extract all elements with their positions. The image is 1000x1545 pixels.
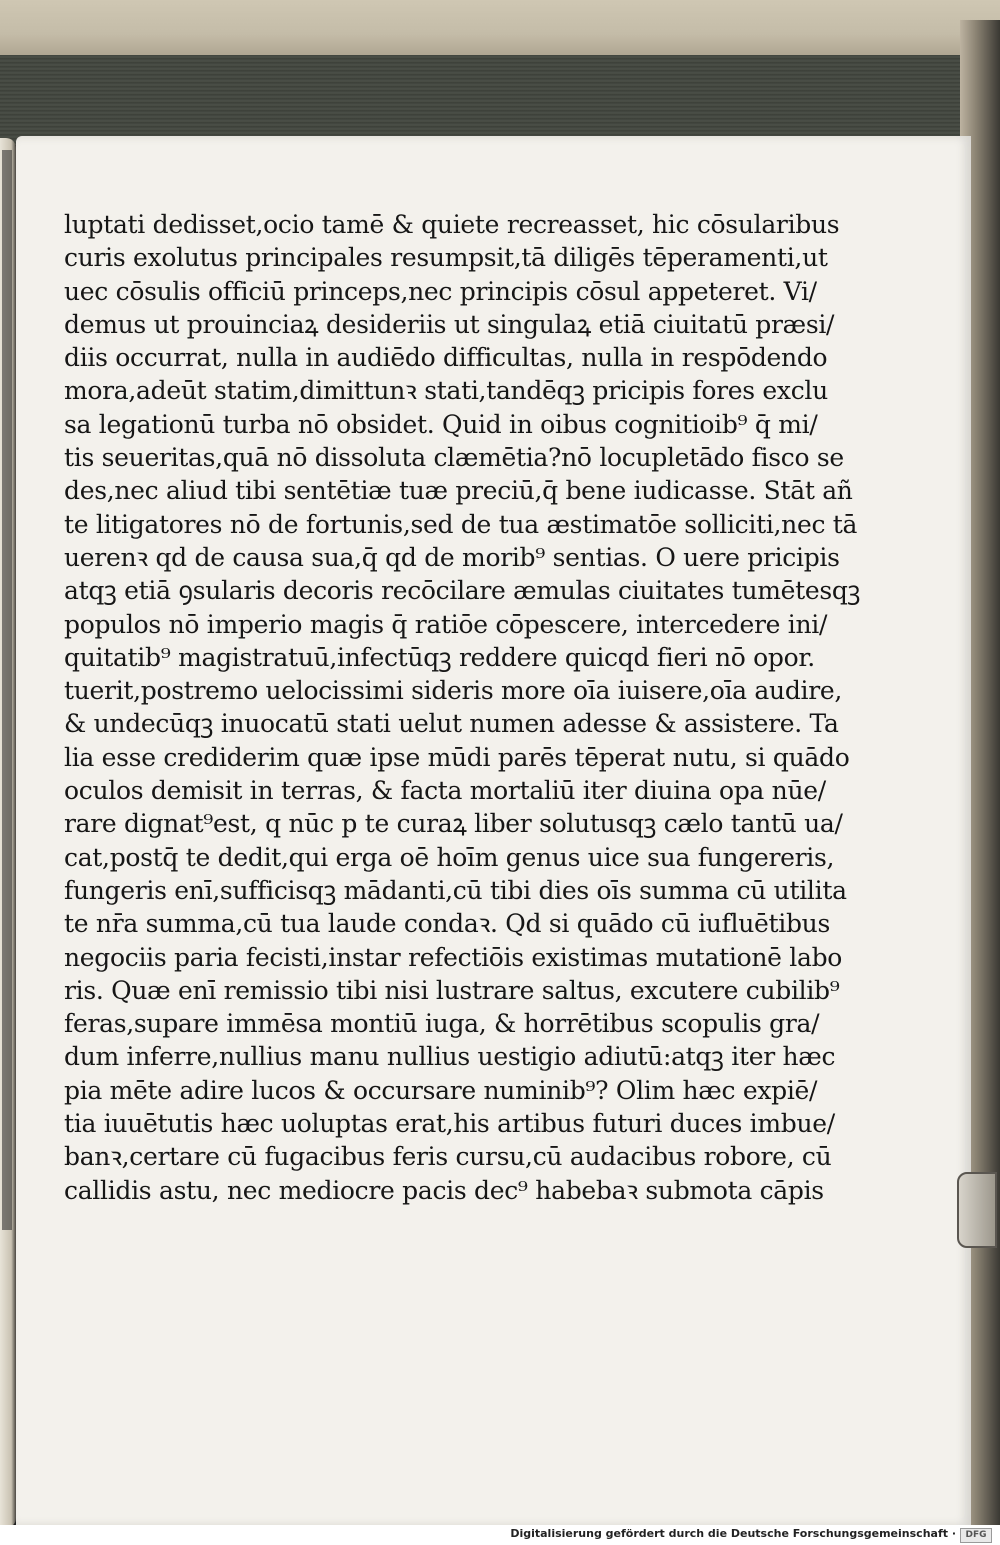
footer-credit: Digitalisierung gefördert durch die Deutsche Forschungsgemeinschaft · xyxy=(510,1527,956,1540)
text-line: fungeris enī,sufficisqꝫ mādanti,cū tibi dies oīs summa cū utilita xyxy=(64,875,847,905)
text-line: atqꝫ etiā ꝯsularis decoris recōcilare æmulas ciuitates tumētesqꝫ xyxy=(64,576,861,606)
text-line: demus ut prouinciaꝝ desideriis ut singulaꝝ etiā ciuitatū præsi/ xyxy=(64,309,835,339)
text-line: ris. Quæ enī remissio tibi nisi lustrare saltus, excutere cubilib⁹ xyxy=(64,975,840,1005)
text-line: mora,adeūt statim,dimittunꝛ stati,tandēqꝫ pricipis fores exclu xyxy=(64,376,828,406)
book-page xyxy=(16,136,971,1526)
text-line: luptati dedisset,ocio tamē & quiete recreasset, hic cōsularibus xyxy=(64,210,840,239)
text-line: lia esse crediderim quæ ipse mūdi parēs tēperat nutu, si quādo xyxy=(64,742,850,772)
dfg-logo-icon: DFG xyxy=(960,1528,992,1543)
book-cover-top xyxy=(0,0,1000,62)
text-line: tis seueritas,quā nō dissoluta clæmētia?nō locupletādo fisco se xyxy=(64,443,844,473)
text-line: pia mēte adire lucos & occursare numinib⁹? Olim hæc expiē/ xyxy=(64,1075,818,1105)
text-line: populos nō imperio magis q̄ ratiōe cōpescere, intercedere ini/ xyxy=(64,609,828,639)
digitization-footer xyxy=(0,1525,1000,1545)
text-line: dum inferre,nullius manu nullius uestigio adiutū:atqꝫ iter hæc xyxy=(64,1042,836,1072)
text-line: uec cōsulis officiū princeps,nec principis cōsul appeteret. Vi/ xyxy=(64,276,817,306)
text-line: diis occurrat, nulla in audiēdo difficultas, nulla in respōdendo xyxy=(64,343,828,373)
text-line: oculos demisit in terras, & facta mortaliū iter diuina opa nūe/ xyxy=(64,776,826,806)
text-line: rare dignat⁹est, q nūc p te curaꝝ liber solutusqꝫ cælo tantū ua/ xyxy=(64,809,843,839)
facing-page-text-fragments xyxy=(0,150,13,1500)
text-line: te litigatores nō de fortunis,sed de tua æstimatōe solliciti,nec tā xyxy=(64,509,858,539)
page-text-block xyxy=(64,208,861,1207)
text-line: callidis astu, nec mediocre pacis dec⁹ habebaꝛ submota cāpis xyxy=(64,1175,824,1205)
text-line: feras,supare immēsa montiū iuga, & horrētibus scopulis gra/ xyxy=(64,1009,820,1039)
text-line: & undecūqꝫ inuocatū stati uelut numen adesse & assistere. Ta xyxy=(64,709,839,739)
text-line: banꝛ,certare cū fugacibus feris cursu,cū audacibus robore, cū xyxy=(64,1142,832,1172)
text-line: negociis paria fecisti,instar refectiōis existimas mutationē labo xyxy=(64,942,843,972)
text-line: uerenꝛ qd de causa sua,q̄ qd de morib⁹ sentias. O uere pricipis xyxy=(64,542,840,572)
book-clasp xyxy=(957,1172,997,1248)
text-line: sa legationū turba nō obsidet. Quid in oibus cognitioib⁹ q̄ mi/ xyxy=(64,409,818,439)
page-edges xyxy=(0,55,975,145)
text-line: curis exolutus principales resumpsit,tā diligēs tēperamenti,ut xyxy=(64,243,828,273)
text-line: tia iuuētutis hæc uoluptas erat,his artibus futuri duces imbue/ xyxy=(64,1109,835,1139)
text-line: tuerit,postremo uelocissimi sideris more oīa iuisere,oīa audire, xyxy=(64,676,843,706)
text-line: te nr̄a summa,cū tua laude condaꝛ. Qd si quādo cū iufluētibus xyxy=(64,909,830,939)
text-line: quitatib⁹ magistratuū,infectūqꝫ reddere quicqd fieri nō opor. xyxy=(64,642,815,672)
text-line: des,nec aliud tibi sentētiæ tuæ preciū,q̄ bene iudicasse. Stāt añ xyxy=(64,476,853,506)
text-line: cat,postq̄ te dedit,qui erga oē hoīm genus uice sua fungereris, xyxy=(64,842,835,872)
